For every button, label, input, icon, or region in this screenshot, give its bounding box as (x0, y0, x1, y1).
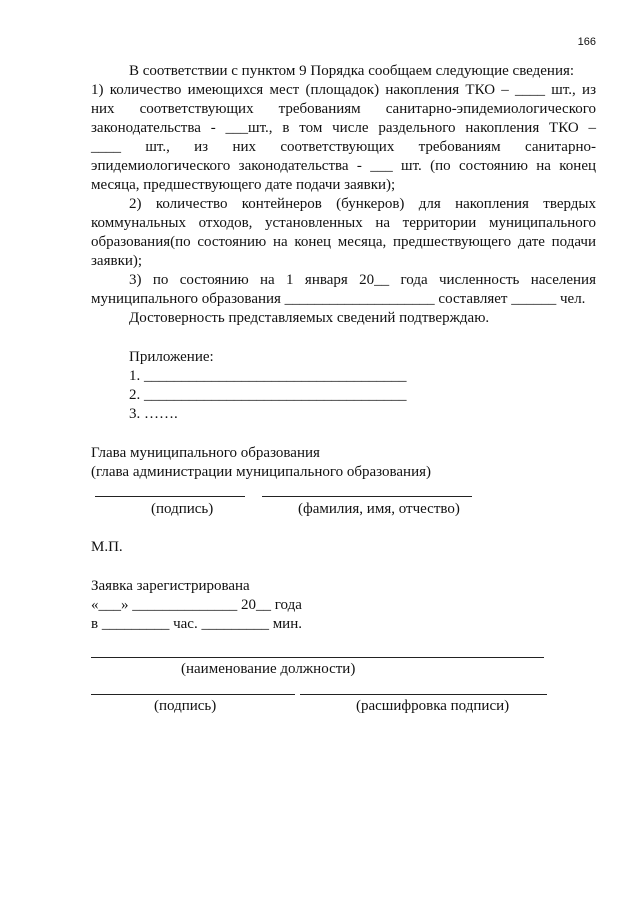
head-subtitle: (глава администрации муниципального образования) (91, 464, 431, 480)
position-caption: (наименование должности) (181, 661, 356, 677)
registration-date: «___» ______________ 20__ года (91, 597, 302, 613)
body-line: эпидемиологического законодательства - ___ шт. (по состоянию на конец (91, 158, 596, 174)
body-line: В соответствии с пунктом 9 Порядка сообщаем следующие сведения: (129, 63, 575, 79)
page-number: 166 (577, 36, 596, 48)
body-line: 2) количество контейнеров (бункеров) для накопления твердых (129, 196, 596, 212)
body-line: 3) по состоянию на 1 января 20__ года численность населения (129, 272, 596, 288)
body-line: 1) количество имеющихся мест (площадок) накопления ТКО – ____ шт., из (91, 82, 596, 98)
body-line: заявки); (91, 253, 143, 269)
body-line: месяца, предшествующего дате подачи заявки); (91, 177, 396, 193)
seal-mark: М.П. (91, 539, 123, 555)
body-line: образования(по состоянию на конец месяца, предшествующего дате подачи (91, 234, 596, 250)
body-line: них соответствующих требованиям санитарно-эпидемиологического (91, 101, 596, 117)
official-decoding-rule (300, 694, 547, 695)
head-name-caption: (фамилия, имя, отчество) (298, 501, 460, 517)
official-decoding-caption: (расшифровка подписи) (356, 698, 510, 714)
name-rule (262, 496, 472, 497)
confirmation-line: Достоверность представляемых сведений подтверждаю. (129, 310, 490, 326)
registration-title: Заявка зарегистрирована (91, 578, 250, 594)
appendix-item: 3. ……. (129, 406, 178, 422)
official-signature-rule (91, 694, 295, 695)
appendix-title: Приложение: (129, 349, 214, 365)
position-rule (91, 657, 544, 658)
head-signature-caption: (подпись) (151, 501, 214, 517)
body-line: законодательства - ___шт., в том числе раздельного накопления ТКО – (91, 120, 596, 136)
registration-time: в _________ час. _________ мин. (91, 616, 302, 632)
appendix-item: 1. ___________________________________ (129, 368, 407, 384)
body-line: коммунальных отходов, установленных на территории муниципального (91, 215, 596, 231)
signature-rule (95, 496, 245, 497)
official-signature-caption: (подпись) (154, 698, 217, 714)
head-title: Глава муниципального образования (91, 445, 320, 461)
body-line: ____ шт., из них соответствующих требованиям санитарно- (91, 139, 596, 155)
appendix-item: 2. ___________________________________ (129, 387, 407, 403)
body-line: муниципального образования ____________________ составляет ______ чел. (91, 291, 586, 307)
